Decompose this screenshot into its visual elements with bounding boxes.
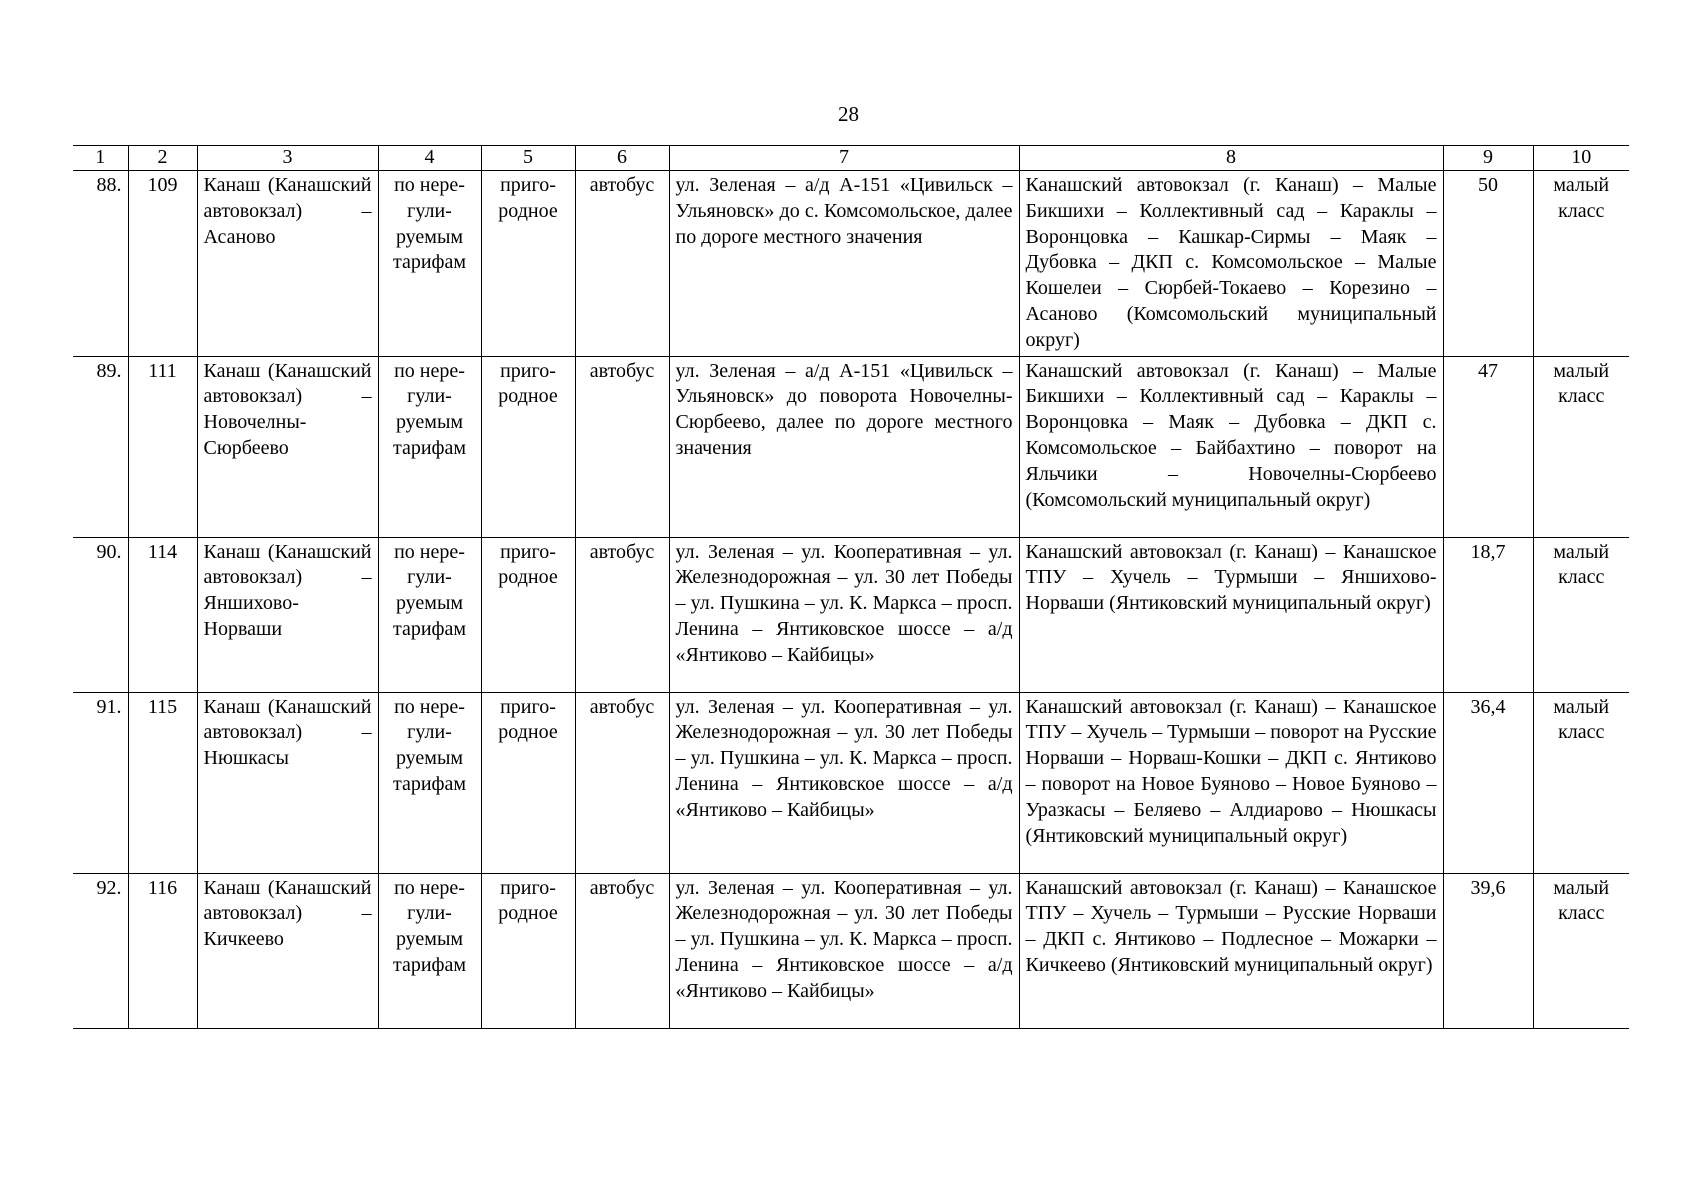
route-streets: ул. Зеленая – ул. Кооперативная – ул. Железнодорожная – ул. 30 лет Победы – ул. Пушкина – ул. К. Маркса – просп. Ленина – Янтиковское шоссе – а/д «Янтиково – Кайбицы» xyxy=(669,873,1019,1028)
column-header: 3 xyxy=(197,146,378,171)
row-number: 89. xyxy=(73,356,128,537)
table-row xyxy=(73,692,1629,873)
table-row xyxy=(73,356,1629,537)
vehicle-type: автобус xyxy=(575,356,669,537)
column-header: 9 xyxy=(1443,146,1533,171)
route-streets: ул. Зеленая – а/д А-151 «Цивильск – Ульяновск» до с. Комсомольское, далее по дороге местного значения xyxy=(669,171,1019,357)
route-length: 50 xyxy=(1443,171,1533,357)
route-length: 36,4 xyxy=(1443,692,1533,873)
route-name: Канаш (Канашский автовокзал) – Асаново xyxy=(197,171,378,357)
route-tariff: по нерегулируемым тарифам xyxy=(378,356,481,537)
column-header: 5 xyxy=(481,146,575,171)
route-streets: ул. Зеленая – а/д А-151 «Цивильск – Ульяновск» до поворота Новочелны-Сюрбеево, далее по дороге местного значения xyxy=(669,356,1019,537)
table-row xyxy=(73,537,1629,692)
route-name: Канаш (Канашский автовокзал) – Яншихово-Норваши xyxy=(197,537,378,692)
route-name: Канаш (Канашский автовокзал) – Кичкеево xyxy=(197,873,378,1028)
route-number: 111 xyxy=(128,356,197,537)
column-header: 4 xyxy=(378,146,481,171)
route-kind: пригородное xyxy=(481,356,575,537)
route-name: Канаш (Канашский автовокзал) – Новочелны-Сюрбеево xyxy=(197,356,378,537)
route-streets: ул. Зеленая – ул. Кооперативная – ул. Железнодорожная – ул. 30 лет Победы – ул. Пушкина – ул. К. Маркса – просп. Ленина – Янтиковское шоссе – а/д «Янтиково – Кайбицы» xyxy=(669,537,1019,692)
vehicle-class: малый класс xyxy=(1533,537,1629,692)
column-number-row xyxy=(73,146,1629,171)
vehicle-type: автобус xyxy=(575,873,669,1028)
vehicle-class: малый класс xyxy=(1533,692,1629,873)
route-number: 115 xyxy=(128,692,197,873)
row-number: 88. xyxy=(73,171,128,357)
vehicle-class: малый класс xyxy=(1533,873,1629,1028)
vehicle-class: малый класс xyxy=(1533,171,1629,357)
column-header: 6 xyxy=(575,146,669,171)
route-stops: Канашский автовокзал (г. Канаш) – Канашское ТПУ – Хучель – Турмыши – Яншихово-Норваши (Янтиковский муниципальный округ) xyxy=(1019,537,1443,692)
vehicle-class: малый класс xyxy=(1533,356,1629,537)
page-number: 28 xyxy=(838,102,859,126)
route-length: 39,6 xyxy=(1443,873,1533,1028)
row-number: 91. xyxy=(73,692,128,873)
route-number: 114 xyxy=(128,537,197,692)
routes-table xyxy=(73,145,1629,1029)
column-header: 2 xyxy=(128,146,197,171)
route-tariff: по нерегулируемым тарифам xyxy=(378,171,481,357)
column-header: 7 xyxy=(669,146,1019,171)
table-row xyxy=(73,171,1629,357)
vehicle-type: автобус xyxy=(575,537,669,692)
route-length: 18,7 xyxy=(1443,537,1533,692)
route-stops: Канашский автовокзал (г. Канаш) – Канашское ТПУ – Хучель – Турмыши – поворот на Русские Норваши – Норваш-Кошки – ДКП с. Янтиково – поворот на Новое Буяново – Новое Буяново – Уразкасы – Беляево – Алдиарово – Нюшкасы (Янтиковский муниципальный округ) xyxy=(1019,692,1443,873)
route-name: Канаш (Канашский автовокзал) – Нюшкасы xyxy=(197,692,378,873)
vehicle-type: автобус xyxy=(575,692,669,873)
route-stops: Канашский автовокзал (г. Канаш) – Канашское ТПУ – Хучель – Турмыши – Русские Норваши – ДКП с. Янтиково – Подлесное – Можарки – Кичкеево (Янтиковский муниципальный округ) xyxy=(1019,873,1443,1028)
vehicle-type: автобус xyxy=(575,171,669,357)
column-header: 1 xyxy=(73,146,128,171)
table-row xyxy=(73,873,1629,1028)
route-number: 116 xyxy=(128,873,197,1028)
route-number: 109 xyxy=(128,171,197,357)
route-kind: пригородное xyxy=(481,692,575,873)
route-tariff: по нерегулируемым тарифам xyxy=(378,692,481,873)
route-tariff: по нерегулируемым тарифам xyxy=(378,873,481,1028)
row-number: 90. xyxy=(73,537,128,692)
route-tariff: по нерегулируемым тарифам xyxy=(378,537,481,692)
route-kind: пригородное xyxy=(481,537,575,692)
column-header: 8 xyxy=(1019,146,1443,171)
route-stops: Канашский автовокзал (г. Канаш) – Малые Бикшихи – Коллективный сад – Караклы – Воронцовка – Кашкар-Сирмы – Маяк – Дубовка – ДКП с. Комсомольское – Малые Кошелеи – Сюрбей-Токаево – Корезино – Асаново (Комсомольский муниципальный округ) xyxy=(1019,171,1443,357)
column-header: 10 xyxy=(1533,146,1629,171)
route-stops: Канашский автовокзал (г. Канаш) – Малые Бикшихи – Коллективный сад – Караклы – Воронцовка – Маяк – Дубовка – ДКП с. Комсомольское – Байбахтино – поворот на Яльчики – Новочелны-Сюрбеево (Комсомольский муниципальный округ) xyxy=(1019,356,1443,537)
route-kind: пригородное xyxy=(481,873,575,1028)
route-kind: пригородное xyxy=(481,171,575,357)
row-number: 92. xyxy=(73,873,128,1028)
route-length: 47 xyxy=(1443,356,1533,537)
route-streets: ул. Зеленая – ул. Кооперативная – ул. Железнодорожная – ул. 30 лет Победы – ул. Пушкина – ул. К. Маркса – просп. Ленина – Янтиковское шоссе – а/д «Янтиково – Кайбицы» xyxy=(669,692,1019,873)
